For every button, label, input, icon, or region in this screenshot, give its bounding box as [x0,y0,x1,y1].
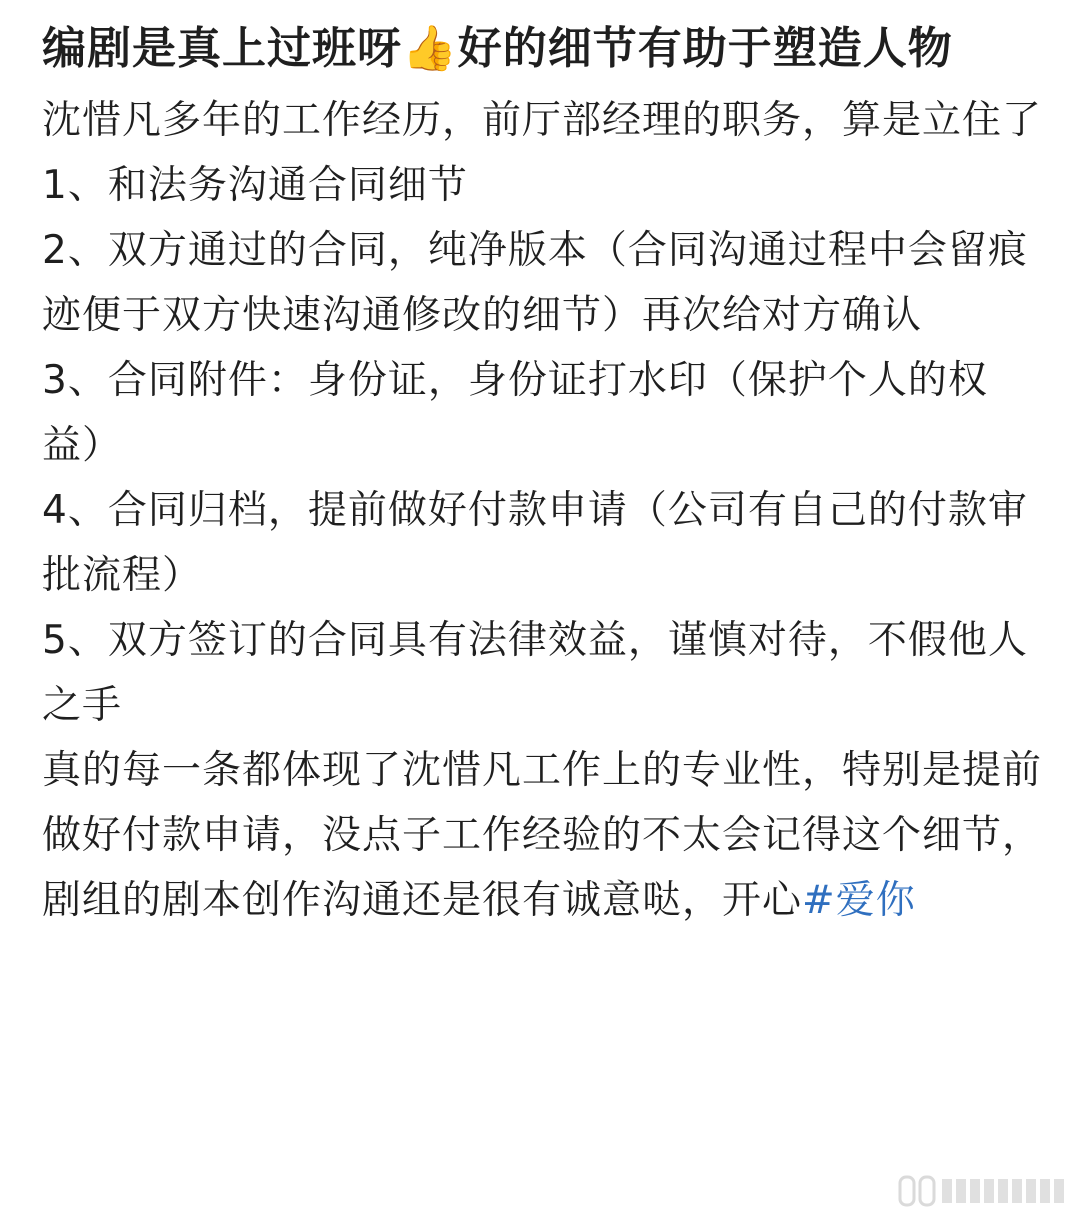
list-item: 2、双方通过的合同，纯净版本（合同沟通过程中会留痕迹便于双方快速沟通修改的细节）再次给对方确认 [42,228,1028,338]
post-content [42,14,1042,933]
post-title-text-end: 好的细节有助于塑造人物 [457,23,953,74]
list-item: 3、合同附件：身份证，身份证打水印（保护个人的权益） [42,358,988,468]
paragraph-closing [42,738,1042,933]
list-item: 5、双方签订的合同具有法律效益，谨慎对待，不假他人之手 [42,618,1028,728]
paragraph-intro: 沈惜凡多年的工作经历，前厅部经理的职务，算是立住了 [42,98,1043,143]
post-title-text-start: 编剧是真上过班呀 [42,23,402,74]
post-title [42,14,1042,84]
watermark-graphic [898,1171,1068,1211]
post-body [42,88,1042,933]
list-item: 1、和法务沟通合同细节 [42,163,468,208]
weibo-watermark-icon [898,1171,1068,1211]
list-item: 4、合同归档，提前做好付款申请（公司有自己的付款审批流程） [42,488,1028,598]
closing-text: 真的每一条都体现了沈惜凡工作上的专业性，特别是提前做好付款申请，没点子工作经验的不太会记得这个细节，剧组的剧本创作沟通还是很有诚意哒，开心 [42,748,1043,923]
thumbs-up-icon: 👍 [402,23,458,74]
hashtag-link[interactable]: #爱你 [802,878,916,923]
